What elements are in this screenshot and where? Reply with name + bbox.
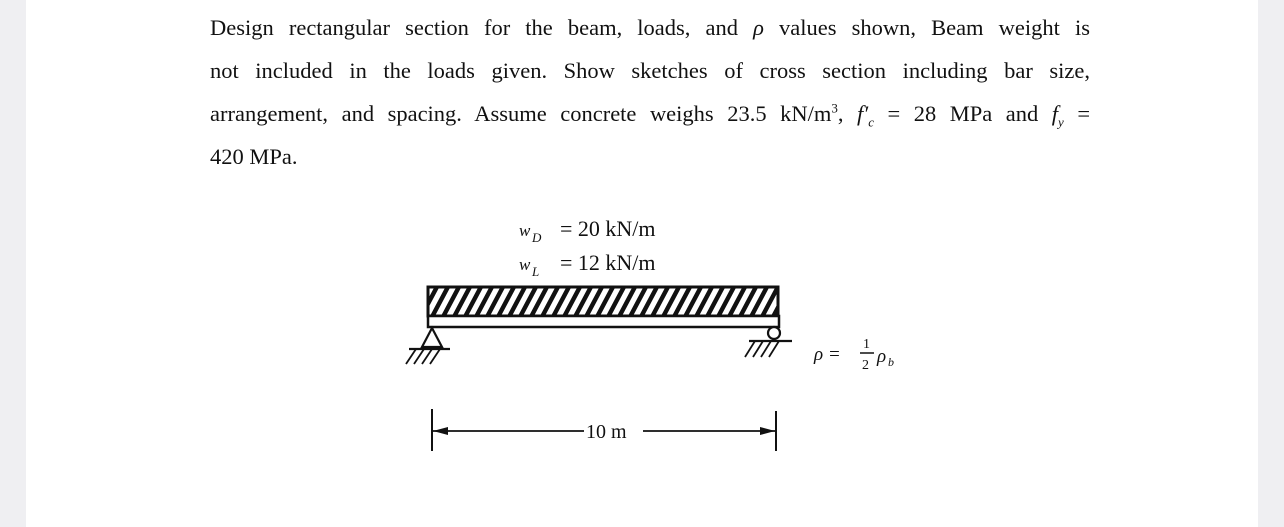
distributed-load-hatch bbox=[428, 287, 778, 316]
pin-support bbox=[406, 328, 450, 364]
svg-text:= 20 kN/m: = 20 kN/m bbox=[560, 216, 656, 241]
roller-support bbox=[745, 327, 792, 357]
beam-diagram bbox=[26, 0, 1258, 527]
problem-line-1: Design rectangular section for the beam, loads, and ρ values shown, Beam weight is bbox=[210, 15, 1090, 40]
document-page bbox=[26, 0, 1258, 527]
reinforcement-ratio-label bbox=[813, 337, 894, 373]
svg-text:w: w bbox=[519, 255, 531, 274]
fy-symbol: f bbox=[1051, 101, 1059, 126]
svg-text:ρ =: ρ = bbox=[814, 344, 841, 365]
problem-line-2: not included in the loads given. Show sketches of cross section including bar size, bbox=[210, 58, 1090, 83]
svg-text:D: D bbox=[532, 230, 542, 245]
span-label: 10 m bbox=[586, 421, 627, 443]
problem-line-3: arrangement, and spacing. Assume concrete weighs 23.5 $kN/m^3$, $f'_c = 28$ MPa and $f_y$ = bbox=[210, 100, 1091, 130]
live-load-label bbox=[519, 250, 656, 279]
rho-symbol: ρ bbox=[753, 15, 764, 40]
svg-text:w: w bbox=[519, 221, 531, 240]
svg-text:2: 2 bbox=[862, 358, 869, 373]
svg-text:b: b bbox=[888, 355, 894, 369]
beam bbox=[428, 316, 779, 327]
fc-symbol: f′ bbox=[857, 101, 869, 126]
problem-line-4: 420 MPa. bbox=[210, 144, 298, 169]
svg-text:L: L bbox=[532, 264, 540, 279]
svg-text:1: 1 bbox=[863, 337, 870, 352]
svg-text:ρ: ρ bbox=[877, 346, 887, 367]
svg-text:= 12 kN/m: = 12 kN/m bbox=[560, 250, 656, 275]
dead-load-label bbox=[519, 216, 656, 245]
